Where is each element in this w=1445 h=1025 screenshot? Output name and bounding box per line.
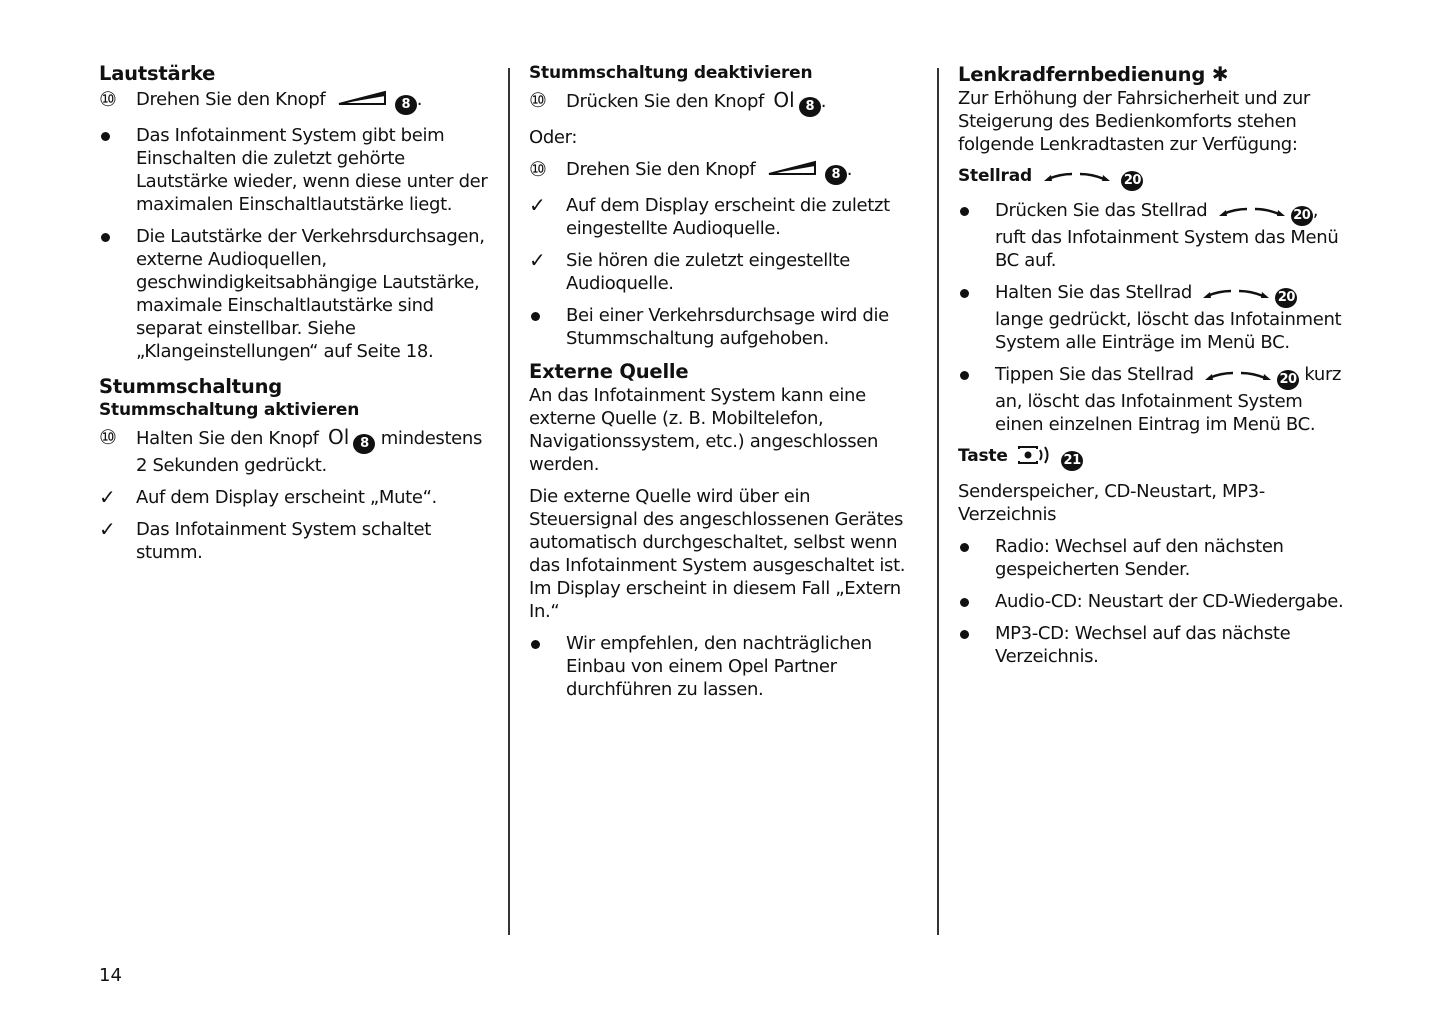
rotary-arrows-icon — [1201, 286, 1271, 300]
subheading-aktivieren: Stummschaltung aktivieren — [99, 400, 360, 420]
bullet-text: , ruft das Infotainment System das Menü BC auf. — [995, 200, 1339, 271]
rotary-arrows-icon — [1203, 368, 1273, 382]
step-item — [99, 426, 489, 477]
bullet-text: Die Lautstärke der Verkehrsdurchsagen, externe Audioquellen, geschwindigkeitsabhängige Lautstärke, maximale Einschaltlautstärke sind separat einstellbar. Siehe „Klangeinstellungen“ auf Seite 18. — [136, 226, 485, 362]
control-number-badge: 20 — [1277, 370, 1299, 390]
column-3 — [958, 62, 1350, 677]
check-text: Sie hören die zuletzt eingestellte Audioquelle. — [566, 250, 851, 294]
bullet-item — [958, 363, 1350, 436]
step-text: Halten Sie den Knopf — [136, 428, 319, 449]
period: . — [416, 89, 423, 110]
circled-ten-icon: ⑩ — [529, 88, 547, 112]
volume-ramp-icon — [337, 90, 389, 106]
control-number-badge: 20 — [1291, 206, 1313, 226]
memory-button-icon — [1017, 445, 1051, 465]
bullet-item — [529, 632, 921, 701]
bullet-icon — [529, 304, 553, 327]
column-divider-1 — [508, 68, 510, 935]
bullet-text: MP3-CD: Wechsel auf das nächste Verzeichnis. — [995, 623, 1291, 667]
check-item — [99, 518, 489, 564]
bullet-item — [958, 535, 1350, 581]
bullet-text: Bei einer Verkehrsdurchsage wird die Stummschaltung aufgehoben. — [566, 305, 889, 349]
control-number-badge: 8 — [825, 165, 847, 185]
intro-paragraph: Zur Erhöhung der Fahrsicherheit und zur Steigerung des Bedienkomforts stehen folgende Lenkradtasten zur Verfügung: — [958, 88, 1310, 155]
bullet-icon — [99, 124, 123, 147]
step-text: mindestens 2 Sekunden gedrückt. — [136, 428, 482, 476]
check-item — [99, 486, 489, 509]
control-number-badge: 8 — [353, 434, 375, 454]
subheading-taste — [958, 445, 1350, 471]
control-number-badge: 8 — [395, 95, 417, 115]
step-item: ⑩ Drücken Sie den Knopf Ol 8 . — [529, 89, 921, 117]
bullet-item — [958, 622, 1350, 668]
bullet-text: Tippen Sie das Stellrad — [995, 364, 1194, 385]
bullet-text: lange gedrückt, löscht das Infotainment System alle Einträge im Menü BC. — [995, 309, 1342, 353]
bullet-text: kurz an, löscht das Infotainment System einen einzelnen Eintrag im Menü BC. — [995, 364, 1342, 435]
section-heading-lenkradfernbedienung — [958, 62, 1350, 87]
check-item — [529, 194, 921, 240]
subheading-deaktivieren: Stummschaltung deaktivieren — [529, 63, 813, 83]
bullet-icon — [958, 199, 982, 222]
step-text: Drücken Sie den Knopf — [566, 91, 765, 112]
bullet-item — [99, 124, 489, 216]
bullet-text: Radio: Wechsel auf den nächsten gespeicherten Sender. — [995, 536, 1284, 580]
volume-ramp-icon — [767, 160, 819, 176]
stellrad-label: Stellrad — [958, 166, 1032, 186]
check-item — [529, 249, 921, 295]
checkmark-icon: ✓ — [529, 193, 546, 217]
bullet-icon — [958, 281, 982, 304]
circled-ten-icon: ⑩ — [529, 157, 547, 181]
page-number: 14 — [99, 965, 122, 986]
check-text: Das Infotainment System schaltet stumm. — [136, 519, 431, 563]
heading-text: Lenkradfernbedienung — [958, 63, 1206, 86]
bullet-item — [99, 225, 489, 363]
section-heading-externe-quelle: Externe Quelle — [529, 360, 689, 383]
subheading-stellrad — [958, 165, 1350, 191]
step-item — [99, 88, 489, 115]
rotary-arrows-icon — [1217, 204, 1287, 218]
optional-equipment-star-icon: ✱ — [1211, 62, 1229, 86]
taste-description: Senderspeicher, CD-Neustart, MP3-Verzeichnis — [958, 481, 1265, 525]
paragraph: An das Infotainment System kann eine externe Quelle (z. B. Mobiltelefon, Navigationssystem, etc.) angeschlossen werden. — [529, 385, 879, 475]
control-number-badge: 20 — [1121, 171, 1143, 191]
bullet-text: Das Infotainment System gibt beim Einschalten die zuletzt gehörte Lautstärke wieder, wenn diese unter der maximalen Einschaltlautstärke liegt. — [136, 125, 488, 215]
bullet-item — [958, 590, 1350, 613]
bullet-icon — [958, 535, 982, 558]
check-text: Auf dem Display erscheint „Mute“. — [136, 487, 437, 508]
rotary-arrows-icon — [1042, 169, 1112, 183]
bullet-text: Audio-CD: Neustart der CD-Wiedergabe. — [995, 591, 1344, 612]
control-number-badge: 8 — [799, 97, 821, 117]
bullet-icon — [958, 590, 982, 613]
checkmark-icon: ✓ — [529, 248, 546, 272]
paragraph: Die externe Quelle wird über ein Steuersignal des angeschlossenen Gerätes automatisch durchgeschaltet, selbst wenn das Infotainment System ausgeschaltet ist. Im Display erscheint in diesem Fall „Extern In.“ — [529, 486, 906, 622]
step-text: Drehen Sie den Knopf — [566, 159, 756, 180]
bullet-icon — [529, 632, 553, 655]
section-heading-stummschaltung: Stummschaltung — [99, 375, 283, 398]
or-text: Oder: — [529, 127, 578, 148]
check-text: Auf dem Display erscheint die zuletzt eingestellte Audioquelle. — [566, 195, 890, 239]
column-divider-2 — [937, 68, 939, 935]
power-mute-symbol-icon: Ol — [328, 425, 350, 449]
bullet-item — [529, 304, 921, 350]
circled-ten-icon: ⑩ — [99, 87, 117, 111]
column-2 — [529, 62, 921, 710]
bullet-icon — [958, 363, 982, 386]
bullet-text: Drücken Sie das Stellrad — [995, 200, 1208, 221]
taste-label: Taste — [958, 446, 1008, 466]
circled-ten-icon: ⑩ — [99, 425, 117, 449]
bullet-item — [958, 199, 1350, 272]
column-1 — [99, 62, 489, 573]
bullet-item — [958, 281, 1350, 354]
power-mute-symbol-icon: Ol — [773, 88, 795, 112]
bullet-icon — [958, 622, 982, 645]
bullet-icon — [99, 225, 123, 248]
bullet-text: Wir empfehlen, den nachträglichen Einbau von einem Opel Partner durchführen zu lassen. — [566, 633, 872, 700]
checkmark-icon: ✓ — [99, 517, 116, 541]
bullet-text: Halten Sie das Stellrad — [995, 282, 1192, 303]
section-heading-lautstaerke: Lautstärke — [99, 62, 216, 85]
step-text: Drehen Sie den Knopf — [136, 89, 326, 110]
step-item: ⑩ Drehen Sie den Knopf 8 . — [529, 158, 921, 185]
control-number-badge: 20 — [1275, 288, 1297, 308]
checkmark-icon: ✓ — [99, 485, 116, 509]
control-number-badge: 21 — [1061, 451, 1083, 471]
